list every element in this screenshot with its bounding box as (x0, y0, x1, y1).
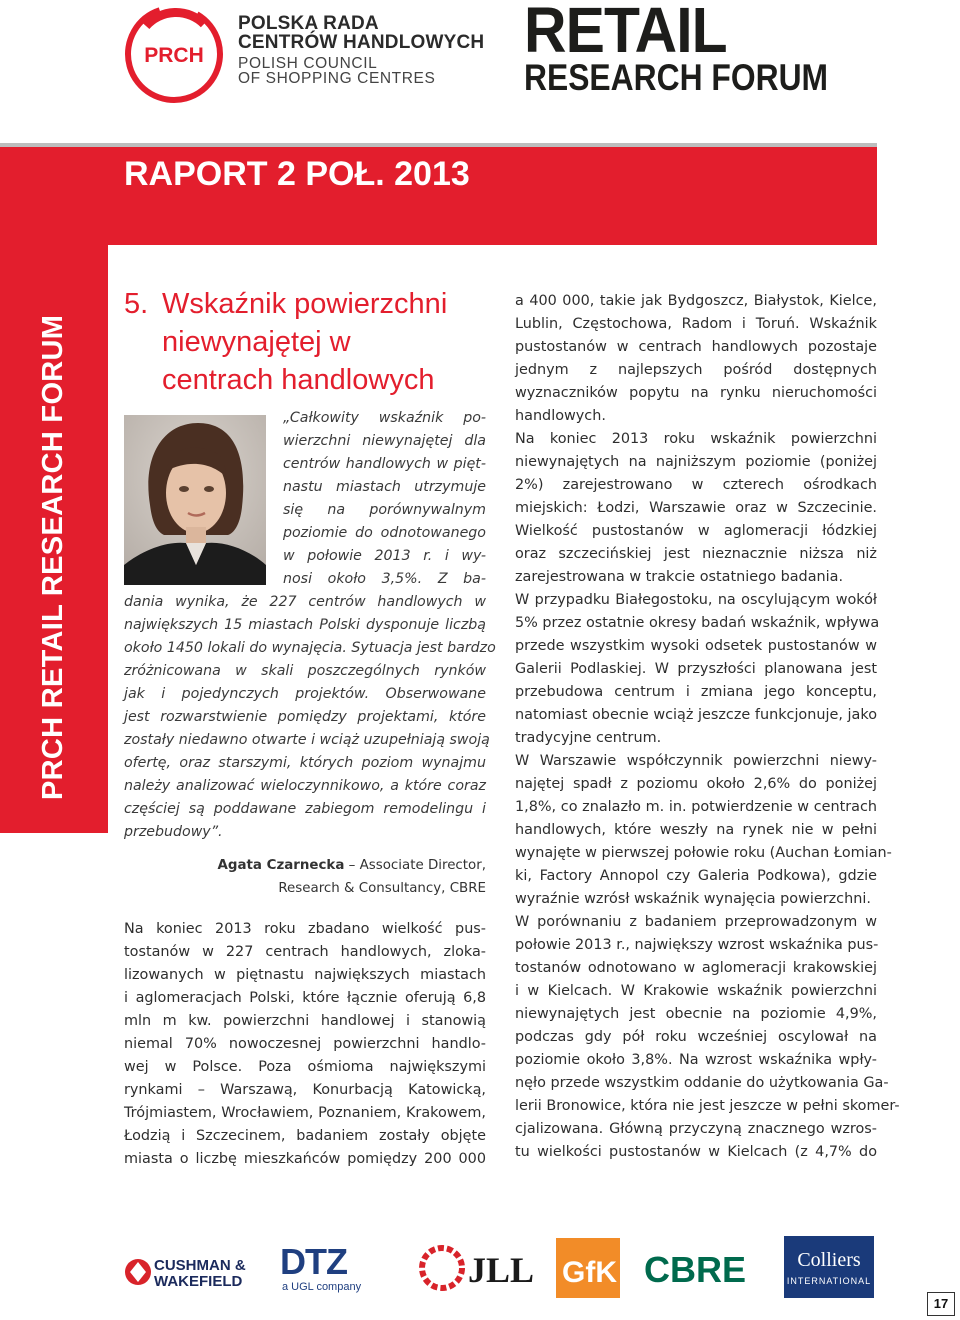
cushman-text-1: CUSHMAN & (154, 1257, 246, 1274)
body-line: niewynajętych jest obecnie na poziomie 4,9%, (515, 1006, 877, 1022)
body-line: połowie 2013 r., największy wzrost wskaźnika pus- (515, 937, 879, 953)
body-line: natomiast obecnie wciąż jeszcze funkcjonuje, jako (515, 707, 877, 723)
body-line: najętej spadł z poziomu około 2,6% do poniżej (515, 776, 877, 792)
colliers-text: Colliers (797, 1249, 861, 1271)
quote-line: jak i pojedynczych projektów. Obserwowane (124, 686, 486, 702)
body-line: Wielkość pustostanów w aglomeracji łódzkiej (515, 523, 877, 539)
body-line: przebudowa centrum i zmiana jego konceptu, (515, 684, 877, 700)
side-label: PRCH RETAIL RESEARCH FORUM (37, 314, 69, 800)
quote-line: „Całkowity wskaźnik po- (283, 410, 486, 426)
quote-line: centrów handlowych w pięt- (283, 456, 486, 472)
body-line: a 400 000, takie jak Bydgoszcz, Białystok, Kielce, (515, 293, 877, 309)
retail-title: RETAIL (524, 0, 727, 66)
research-forum-title: RESEARCH FORUM (524, 57, 829, 98)
quote-line: poziomie do odnotowanego (283, 525, 486, 541)
author-name: Agata Czarnecka (217, 858, 345, 873)
quote-line: nosi około 3,5%. Z ba- (283, 571, 486, 587)
dtz-text: DTZ (280, 1241, 347, 1282)
cbre-text: CBRE (644, 1249, 747, 1290)
author-dash: – (348, 858, 356, 873)
dtz-sub-text: a UGL company (282, 1281, 362, 1293)
author-role-2: Research & Consultancy, CBRE (278, 881, 486, 896)
section-number: 5. (124, 288, 149, 320)
body-line: tostanów w 227 centrach handlowych, zloka- (124, 944, 486, 960)
body-line: handlowych, które weszły na rynek nie w pełni (515, 822, 877, 838)
quote-line: zostały niedawno otwarte i wciąż uzupełniają swoją (124, 732, 490, 748)
body-line: Na koniec 2013 roku wskaźnik powierzchni (515, 431, 877, 447)
body-line: niewynajętych na najniższym poziomie (poniżej (515, 454, 877, 470)
quote-line: ofertę, oraz starszymi, których poziom wynajmu (124, 755, 486, 771)
heading-line-3: centrach handlowych (162, 364, 435, 396)
quote-line: przebudowy”. (124, 824, 223, 840)
body-line: tu wielkości pustostanów w Kielcach (z 4,7% do (515, 1144, 877, 1160)
body-line: ki, Factory Annopol czy Galeria Podkowa), gdzie (515, 868, 877, 884)
author-portrait (124, 415, 266, 585)
body-line: 2%) zarejestrowano w czterech ośrodkach (515, 477, 877, 493)
dtz-logo (280, 1241, 362, 1293)
body-line: poziomie około 3,8%. Na wzrost wskaźnika wpły- (515, 1052, 877, 1068)
jll-text: JLL (468, 1250, 535, 1290)
body-line: lizowanych w piętnastu największych miastach (124, 967, 486, 983)
body-line: niemal 70% nowoczesnej powierzchni handlo- (124, 1036, 486, 1052)
body-line: zarejestrowana w trakcie ostatniego badania. (515, 569, 844, 585)
author-role-1: Associate Director, (359, 858, 486, 873)
quote-line: w połowie 2013 r. i wy- (283, 548, 486, 564)
section-heading (124, 285, 504, 399)
quote-line: dania wynika, że 227 centrów handlowych w (124, 594, 486, 610)
body-line: Trójmiastem, Wrocławiem, Poznaniem, Krakowem, (124, 1105, 486, 1121)
gfk-logo (556, 1238, 620, 1298)
body-line: i w Kielcach. W Krakowie wskaźnik powierzchni (515, 983, 877, 999)
body-line: W przypadku Białegostoku, na oscylującym wokół (515, 592, 877, 608)
quote-line: jest rozwarstwienie pomiędzy projektami, które (124, 709, 486, 725)
jll-logo (422, 1248, 534, 1290)
body-line: 5% przez ostatnie okresy badań wskaźnik, wpływa (515, 615, 880, 631)
body-line: Na koniec 2013 roku zbadano wielkość pus- (124, 921, 486, 937)
quote-line: zróżnicowana w skali poszczególnych rynków (124, 663, 486, 679)
body-line: pustostanów w centrach handlowych pozostaje (515, 339, 877, 355)
body-line: miasta o liczbę mieszkańców pomiędzy 200 000 (124, 1151, 486, 1167)
body-line: Łodzią i Szczecinem, badaniem zostały objęte (124, 1128, 486, 1144)
body-line: lerii Bronowice, która nie jest jeszcze w pełni skomer- (515, 1098, 900, 1114)
quote-line: należy analizować wieloczynnikowo, a które coraz (124, 778, 486, 794)
quote-line: około 1450 lokali do wynajęcia. Sytuacja jest bardzo (124, 640, 496, 656)
org-name-en-1: POLISH COUNCIL (238, 55, 378, 72)
body-line: wej w Polsce. Poza ośmioma największymi (124, 1059, 486, 1075)
quote-line: największych 15 miastach Polski dysponuje liczbą (124, 617, 486, 633)
body-line: mln m kw. powierzchni handlowej i stanowią (124, 1013, 486, 1029)
cushman-text-2: WAKEFIELD (154, 1273, 243, 1290)
org-name-pl-2: CENTRÓW HANDLOWYCH (238, 32, 485, 53)
quote-line: wierzchni niewynajętej dla (283, 433, 486, 449)
colliers-logo (784, 1236, 874, 1298)
body-line: Lublin, Częstochowa, Radom i Toruń. Wskaźnik (515, 316, 877, 332)
body-line: W porównaniu z badaniem przeprowadzonym w (515, 914, 877, 930)
quote-line: nastu miastach utrzymuje (283, 479, 486, 495)
band-shadow (0, 143, 877, 147)
body-line: tostanów odnotowano w aglomeracji krakowskiej (515, 960, 877, 976)
quote-line: się na porównywalnym (283, 502, 486, 518)
heading-line-1: Wskaźnik powierzchni (162, 288, 448, 320)
quote-line: częściej są poddawane zabiegom remodelingu i (124, 801, 486, 817)
body-line: oraz szczecińskiej jest nieznacznie niższa niż (515, 546, 877, 562)
body-line: nęło przede wszystkim oddanie do użytkowania Ga- (515, 1075, 889, 1091)
quote-author (124, 854, 486, 900)
org-name (238, 14, 518, 86)
body-line: miejskich: Łodzi, Warszawie oraz w Szczecinie. (515, 500, 877, 516)
body-line: cjalizowana. Główną przyczyną znacznego wzros- (515, 1121, 877, 1137)
body-line: W Warszawie współczynnik powierzchni niewy- (515, 753, 877, 769)
body-line: podczas gdy pół roku wcześniej oscylował na (515, 1029, 877, 1045)
cushman-wakefield-logo (125, 1257, 246, 1290)
body-line: handlowych. (515, 408, 606, 424)
org-name-en-2: OF SHOPPING CENTRES (238, 70, 436, 87)
body-line: wyraźnie wzrósł wskaźnik wynajęcia powierzchni. (515, 891, 871, 907)
org-name-pl-1: POLSKA RADA (238, 13, 379, 34)
body-line: wynajęte w pierwszej połowie roku (Auchan Łomian- (515, 845, 892, 861)
gfk-text: GfK (562, 1256, 617, 1289)
colliers-sub-text: INTERNATIONAL (786, 1276, 872, 1286)
body-line: tradycyjne centrum. (515, 730, 662, 746)
body-line: przede wszystkim wysoki odsetek pustostanów w (515, 638, 877, 654)
body-line: Galerii Podlaskiej. W przyszłości planowana jest (515, 661, 877, 677)
body-line: 1,8%, co znalazło m. in. potwierdzenie w centrach (515, 799, 877, 815)
report-title: RAPORT 2 POŁ. 2013 (124, 155, 470, 193)
body-line: wyznaczników popytu na rynku nieruchomości (515, 385, 877, 401)
cbre-logo (644, 1249, 746, 1290)
body-line: rynkami – Warszawą, Konurbacją Katowicką, (124, 1082, 486, 1098)
page-number: 17 (927, 1292, 955, 1316)
body-line: jednym z najlepszych pośród dostępnych (515, 362, 877, 378)
prch-logo-text: PRCH (144, 44, 204, 67)
body-line: i aglomeracjach Polski, które łącznie oferują 6,8 (124, 990, 486, 1006)
heading-line-2: niewynajętej w (162, 326, 351, 358)
prch-logo (124, 4, 224, 104)
sponsor-logos (124, 1232, 880, 1302)
